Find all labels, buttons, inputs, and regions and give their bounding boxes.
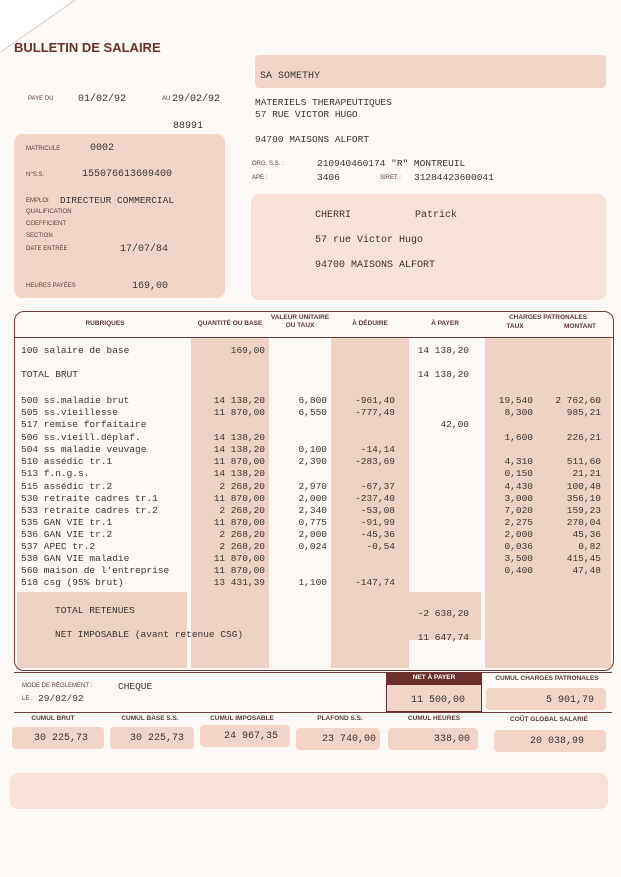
charges-montant-cell: 226,21 xyxy=(566,432,601,443)
rubrique-cell: TOTAL BRUT xyxy=(21,369,79,380)
deduire-cell: -0,54 xyxy=(366,541,395,552)
charges-taux-cell: 0,036 xyxy=(504,541,533,552)
siret-value: 31284423600041 xyxy=(414,172,494,183)
quantity-cell: 2 268,20 xyxy=(219,505,265,516)
table-row xyxy=(15,456,613,468)
payer-cell: 14 138,20 xyxy=(417,369,469,380)
mode-value: CHEQUE xyxy=(118,681,153,692)
deduire-cell: -237,40 xyxy=(355,493,395,504)
quantity-cell: 11 870,00 xyxy=(213,456,265,467)
cumul-divider xyxy=(14,712,612,713)
table-row xyxy=(15,541,613,553)
deduire-cell: -283,69 xyxy=(355,456,395,467)
table-row xyxy=(15,369,613,381)
col-deduire: À DÉDUIRE xyxy=(352,320,388,327)
rate-cell: 2,970 xyxy=(298,481,327,492)
total-retenues-label: TOTAL RETENUES xyxy=(55,605,135,616)
total-retenues-value: -2 638,20 xyxy=(417,608,469,619)
table-row xyxy=(15,444,613,456)
org-ss-value: 210940460174 "R" MONTREUIL xyxy=(317,158,466,169)
le-date: 29/02/92 xyxy=(38,693,84,704)
employer-street: 57 RUE VICTOR HUGO xyxy=(255,109,358,120)
table-row xyxy=(15,407,613,419)
quantity-cell: 14 138,20 xyxy=(213,468,265,479)
rubrique-cell: 560 maison de l'entreprise xyxy=(21,565,170,576)
emploi-value: DIRECTEUR COMMERCIAL xyxy=(60,195,175,206)
cumul-charges-box xyxy=(486,688,606,710)
rate-cell: 2,390 xyxy=(298,456,327,467)
heures-value: 169,00 xyxy=(132,281,169,292)
quantity-cell: 2 268,20 xyxy=(219,529,265,540)
nss-value: 155076613609400 xyxy=(82,169,173,180)
rubrique-cell: 505 ss.vieillesse xyxy=(21,407,118,418)
nss-label: N°S.S. xyxy=(26,172,45,178)
cumul-charges-label: CUMUL CHARGES PATRONALES xyxy=(495,675,599,682)
col-taux: OU TAUX xyxy=(285,322,315,329)
deduire-cell: -67,37 xyxy=(360,481,395,492)
quantity-cell: 11 870,00 xyxy=(213,517,265,528)
rubrique-cell: 518 csg (95% brut) xyxy=(21,577,124,588)
rubrique-cell: 515 assédic tr.2 xyxy=(21,481,113,492)
deduire-cell: -45,36 xyxy=(360,529,395,540)
table-row xyxy=(15,505,613,517)
net-a-payer-label: NET À PAYER xyxy=(386,672,482,684)
coefficient-label: COEFFICIENT xyxy=(26,221,66,227)
col-payer: À PAYER xyxy=(431,320,459,327)
deduire-cell: -147,74 xyxy=(355,577,395,588)
col-quantite: QUANTITÉ OU BASE xyxy=(197,320,263,327)
rubrique-cell: 513 f.n.g.s. xyxy=(21,468,90,479)
rubrique-cell: 533 retraite cadres tr.2 xyxy=(21,505,158,516)
rubrique-cell: 506 ss.vieill.déplaf. xyxy=(21,432,141,443)
employee-address-box xyxy=(251,194,606,300)
cout-global-value: 20 038,99 xyxy=(530,736,585,747)
au-label: AU xyxy=(162,96,171,102)
cumul-charges-value: 5 901,79 xyxy=(546,695,595,706)
rubrique-cell: 536 GAN VIE tr.2 xyxy=(21,529,113,540)
table-row xyxy=(15,345,613,357)
cout-global-box xyxy=(494,730,606,752)
le-label: LE : xyxy=(22,696,33,702)
net-a-payer-box xyxy=(386,684,482,712)
table-row xyxy=(15,517,613,529)
rubrique-cell: 100 salaire de base xyxy=(21,345,130,356)
rubrique-cell: 510 assédic tr.1 xyxy=(21,456,113,467)
employer-activity: MATERIELS THERAPEUTIQUES xyxy=(255,97,392,108)
cumul-brut-value: 30 225,73 xyxy=(34,733,89,744)
payslip-table xyxy=(14,311,614,671)
charges-montant-cell: 415,45 xyxy=(566,553,601,564)
net-imposable-value: 11 647,74 xyxy=(417,632,469,643)
cumul-brut-box xyxy=(12,727,104,749)
rate-cell: 0,100 xyxy=(298,444,327,455)
table-row xyxy=(15,481,613,493)
charges-montant-cell: 0,82 xyxy=(578,541,601,552)
qualification-label: QUALIFICATION xyxy=(26,209,72,215)
rubrique-cell: 500 ss.maladie brut xyxy=(21,395,130,406)
siret-label: SIRET : xyxy=(380,175,401,181)
charges-montant-cell: 21,21 xyxy=(572,468,601,479)
mode-label: MODE DE RÈGLEMENT : xyxy=(22,683,93,689)
charges-taux-cell: 8,300 xyxy=(504,407,533,418)
cumul-base-box xyxy=(110,727,194,749)
cumul-brut-label: CUMUL BRUT xyxy=(31,715,75,722)
deduire-cell: -53,08 xyxy=(360,505,395,516)
deduire-cell: -961,40 xyxy=(355,395,395,406)
table-row xyxy=(15,419,613,431)
plafond-box xyxy=(296,728,380,750)
charges-montant-cell: 270,04 xyxy=(566,517,601,528)
footer-divider xyxy=(14,672,612,673)
rate-cell: 0,024 xyxy=(298,541,327,552)
cumul-heures-label: CUMUL HEURES xyxy=(407,715,461,722)
quantity-cell: 11 870,00 xyxy=(213,407,265,418)
quantity-cell: 169,00 xyxy=(230,345,265,356)
charges-taux-cell: 0,400 xyxy=(504,565,533,576)
matricule-value: 0002 xyxy=(90,143,115,154)
cumul-imposable-box xyxy=(200,725,290,747)
org-ss-label: ORG. S.S. : xyxy=(252,161,284,167)
col-rubriques: RUBRIQUES xyxy=(85,320,125,327)
quantity-cell: 14 138,20 xyxy=(213,395,265,406)
table-row xyxy=(15,395,613,407)
employer-name-box xyxy=(255,55,606,88)
employee-street: 57 rue Victor Hugo xyxy=(315,235,424,246)
plafond-value: 23 740,00 xyxy=(322,734,377,745)
date-entree-label: DATE ENTRÉE xyxy=(26,246,68,252)
employee-last-name: CHERRI xyxy=(315,210,352,221)
ref-number: 88991 xyxy=(173,121,204,132)
quantity-cell: 2 268,20 xyxy=(219,481,265,492)
rate-cell: 2,340 xyxy=(298,505,327,516)
net-a-payer-value: 11 500,00 xyxy=(411,695,466,706)
table-row xyxy=(15,432,613,444)
rate-cell: 6,550 xyxy=(298,407,327,418)
date-entree-value: 17/07/84 xyxy=(120,244,169,255)
cumul-imposable-value: 24 967,35 xyxy=(224,731,279,742)
table-row xyxy=(15,577,613,589)
quantity-cell: 11 870,00 xyxy=(213,493,265,504)
cumul-base-label: CUMUL BASE S.S. xyxy=(121,715,179,722)
charges-montant-cell: 159,23 xyxy=(566,505,601,516)
rubrique-cell: 537 APEC tr.2 xyxy=(21,541,96,552)
matricule-label: MATRICULE xyxy=(26,146,61,152)
quantity-cell: 14 138,20 xyxy=(213,444,265,455)
rubrique-cell: 535 GAN VIE tr.1 xyxy=(21,517,113,528)
bottom-band xyxy=(10,773,608,809)
charges-taux-cell: 19,540 xyxy=(498,395,533,406)
period-to: 29/02/92 xyxy=(172,94,221,105)
charges-taux-cell: 2,000 xyxy=(504,529,533,540)
page-title: BULLETIN DE SALAIRE xyxy=(14,40,161,55)
cumul-base-value: 30 225,73 xyxy=(130,733,185,744)
quantity-cell: 13 431,39 xyxy=(213,577,265,588)
rubrique-cell: 517 remise forfaitaire xyxy=(21,419,147,430)
charges-taux-cell: 2,275 xyxy=(504,517,533,528)
col-charges: CHARGES PATRONALES xyxy=(508,314,588,321)
employee-info-box xyxy=(14,134,225,298)
deduire-cell: -91,99 xyxy=(360,517,395,528)
charges-montant-cell: 47,48 xyxy=(572,565,601,576)
charges-taux-cell: 3,500 xyxy=(504,553,533,564)
cumul-imposable-label: CUMUL IMPOSABLE xyxy=(210,715,274,722)
cout-global-label: COÛT GLOBAL SALARIÉ xyxy=(510,716,588,723)
rubrique-cell: 530 retraite cadres tr.1 xyxy=(21,493,158,504)
net-imposable-label: NET IMPOSABLE (avant retenue CSG) xyxy=(55,629,244,640)
table-row xyxy=(15,553,613,565)
deduire-cell: -777,49 xyxy=(355,407,395,418)
heures-label: HEURES PAYÉES xyxy=(26,283,76,289)
charges-taux-cell: 7,020 xyxy=(504,505,533,516)
payer-cell: 14 138,20 xyxy=(417,345,469,356)
payer-cell: 42,00 xyxy=(440,419,469,430)
emploi-label: EMPLOI xyxy=(26,198,49,204)
charges-montant-cell: 2 762,60 xyxy=(555,395,601,406)
section-label: SECTION xyxy=(26,233,53,239)
charges-taux-cell: 0,150 xyxy=(504,468,533,479)
period-from: 01/02/92 xyxy=(78,94,127,105)
table-row xyxy=(15,529,613,541)
rate-cell: 0,775 xyxy=(298,517,327,528)
charges-taux-cell: 1,600 xyxy=(504,432,533,443)
employer-name: SA SOMETHY xyxy=(260,71,321,82)
rate-cell: 2,000 xyxy=(298,493,327,504)
employee-city: 94700 MAISONS ALFORT xyxy=(315,260,436,271)
charges-taux-cell: 3,000 xyxy=(504,493,533,504)
rate-cell: 6,800 xyxy=(298,395,327,406)
plafond-label: PLAFOND S.S. xyxy=(317,715,363,722)
charges-montant-cell: 511,60 xyxy=(566,456,601,467)
rate-cell: 1,100 xyxy=(298,577,327,588)
cumul-heures-value: 338,00 xyxy=(434,734,471,745)
quantity-cell: 2 268,20 xyxy=(219,541,265,552)
quantity-cell: 11 870,00 xyxy=(213,565,265,576)
charges-taux-cell: 4,430 xyxy=(504,481,533,492)
charges-taux-cell: 4,310 xyxy=(504,456,533,467)
employee-first-name: Patrick xyxy=(415,210,458,221)
rate-cell: 2,000 xyxy=(298,529,327,540)
cumul-heures-box xyxy=(388,728,478,750)
paye-du-label: PAYE DU xyxy=(28,96,54,102)
quantity-cell: 14 138,20 xyxy=(213,432,265,443)
table-row xyxy=(15,493,613,505)
rubrique-cell: 504 ss maladie veuvage xyxy=(21,444,147,455)
quantity-cell: 11 870,00 xyxy=(213,553,265,564)
table-row xyxy=(15,565,613,577)
employer-city: 94700 MAISONS ALFORT xyxy=(255,134,370,145)
col-valeur: VALEUR UNITAIRE xyxy=(270,314,330,321)
ape-value: 3406 xyxy=(317,172,340,183)
table-row xyxy=(15,468,613,480)
charges-montant-cell: 100,48 xyxy=(566,481,601,492)
deduire-cell: -14,14 xyxy=(360,444,395,455)
col-charges-montant: MONTANT xyxy=(563,323,596,330)
charges-montant-cell: 985,21 xyxy=(566,407,601,418)
rubrique-cell: 538 GAN VIE maladie xyxy=(21,553,130,564)
charges-montant-cell: 45,36 xyxy=(572,529,601,540)
ape-label: APE : xyxy=(252,175,268,181)
col-charges-taux: TAUX xyxy=(506,323,524,330)
header-divider xyxy=(15,337,613,338)
charges-montant-cell: 356,10 xyxy=(566,493,601,504)
